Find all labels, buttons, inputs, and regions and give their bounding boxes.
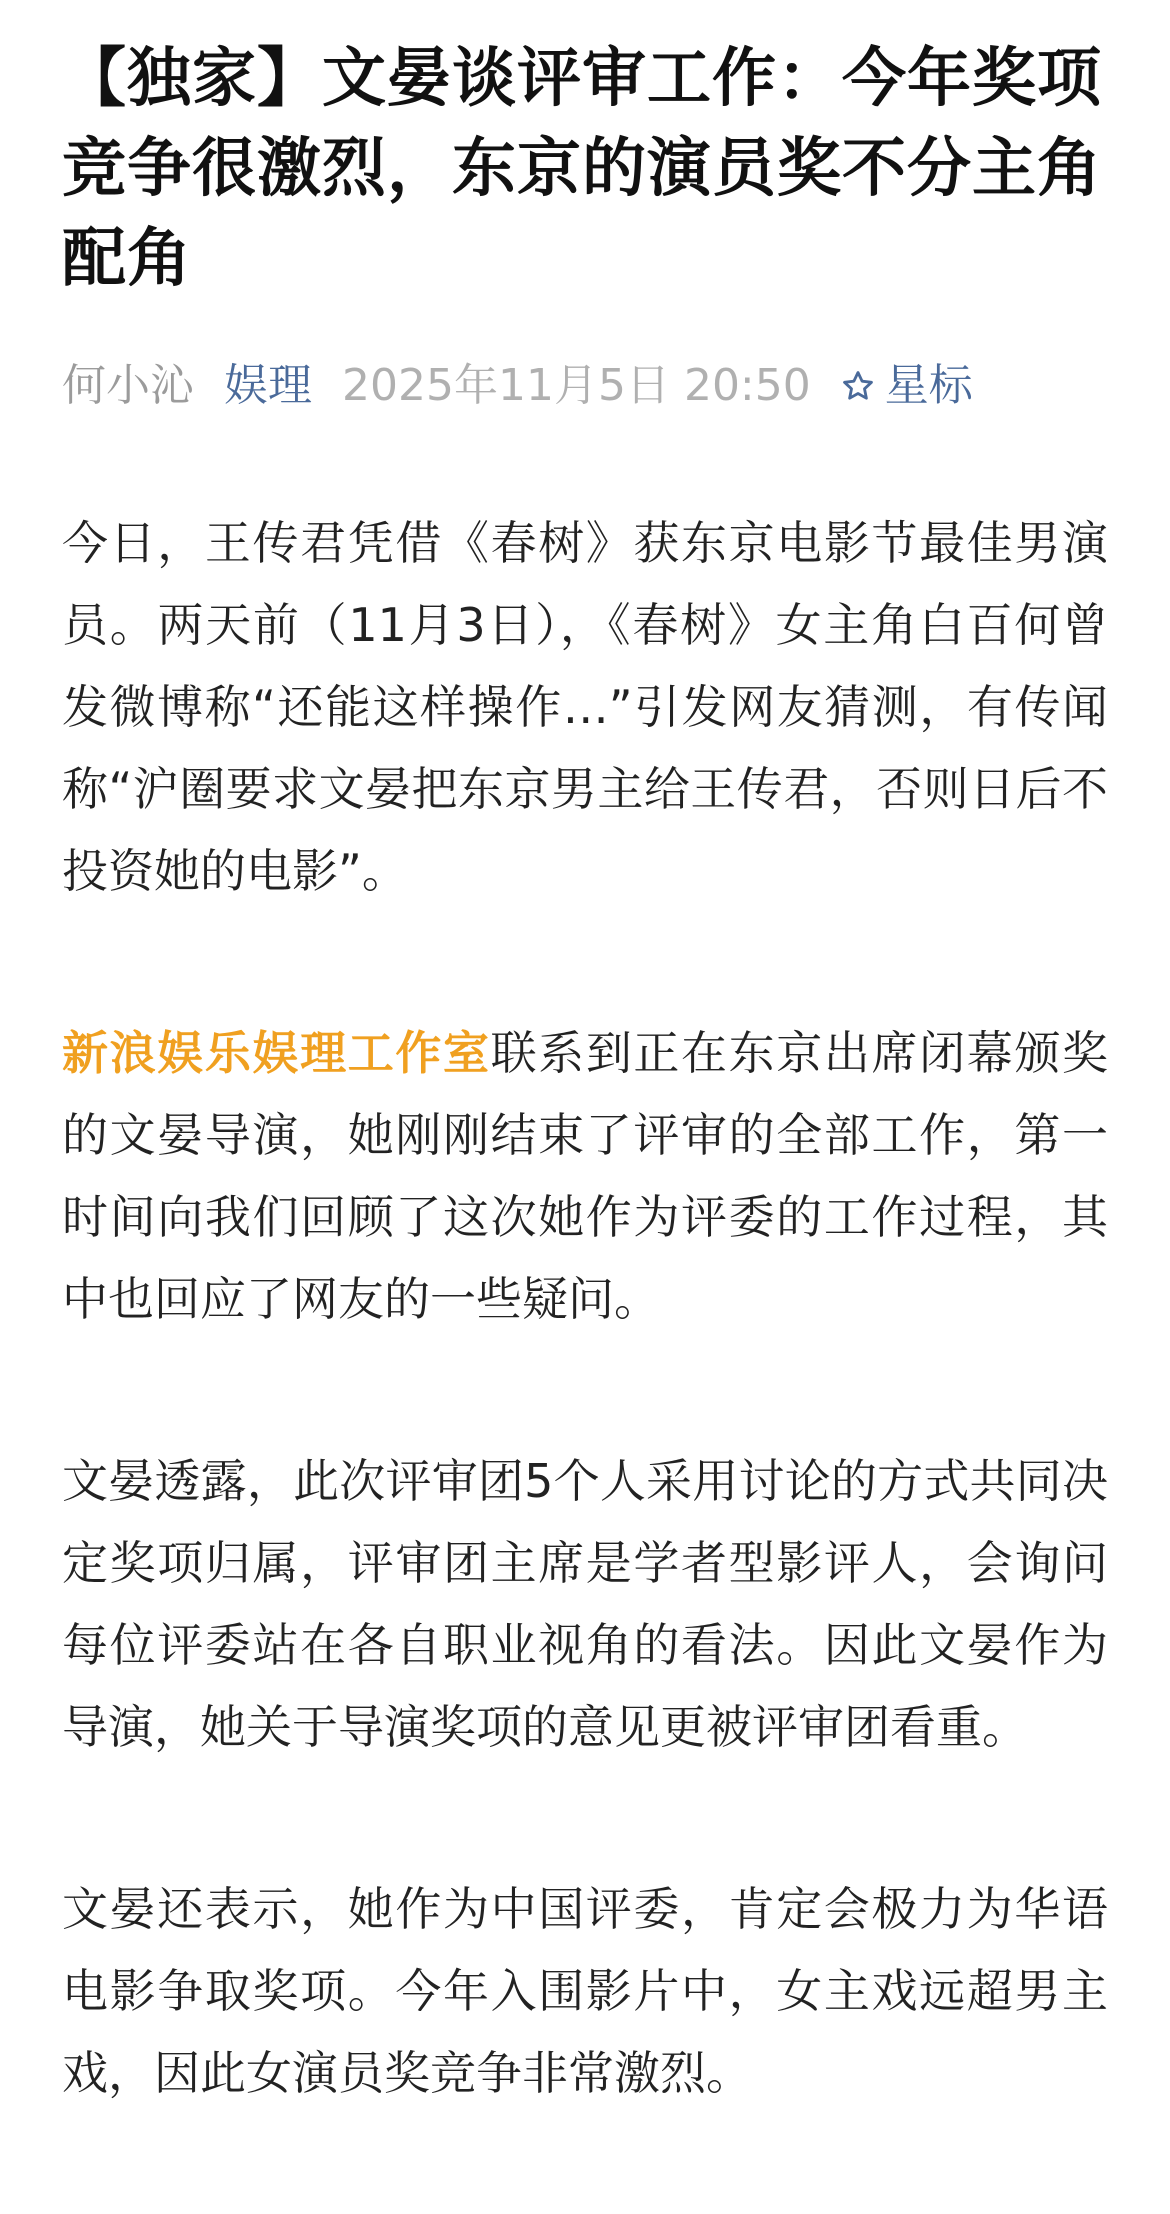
- author-name: 何小沁: [62, 360, 194, 411]
- paragraph-text: 文晏还表示，她作为中国评委，肯定会极力为华语电影争取奖项。今年入围影片中，女主戏远超男主戏，因此女演员奖竞争非常激烈。: [62, 1882, 1108, 2100]
- star-label: 星标: [884, 360, 973, 411]
- paragraph-text: 文晏透露，此次评审团5个人采用讨论的方式共同决定奖项归属，评审团主席是学者型影评人，会询问每位评委站在各自职业视角的看法。因此文晏作为导演，她关于导演奖项的意见更被评审团看重。: [62, 1454, 1108, 1754]
- star-button[interactable]: [841, 356, 973, 416]
- paragraph-4: [62, 1868, 1108, 2114]
- account-link[interactable]: 娱理: [224, 360, 312, 411]
- paragraph-2: [62, 1012, 1108, 1340]
- article-body: [62, 502, 1108, 2114]
- article-title: 【独家】文晏谈评审工作：今年奖项竞争很激烈，东京的演员奖不分主角配角: [62, 42, 1102, 296]
- star-outline-icon: [841, 369, 875, 403]
- paragraph-text: 今日，王传君凭借《春树》获东京电影节最佳男演员。两天前（11月3日），《春树》女主角白百何曾发微博称“还能这样操作…”引发网友猜测，有传闻称“沪圈要求文晏把东京男主给王传君，否则日后不投资她的电影”。: [62, 516, 1108, 898]
- paragraph-text: 联系到正在东京出席闭幕颁奖的文晏导演，她刚刚结束了评审的全部工作，第一时间向我们回顾了这次她作为评委的工作过程，其中也回应了网友的一些疑问。: [62, 1026, 1109, 1326]
- article-meta: [62, 356, 1108, 416]
- paragraph-1: [62, 502, 1108, 912]
- paragraph-3: [62, 1440, 1108, 1768]
- highlight-studio-name: 新浪娱乐娱理工作室: [62, 1026, 491, 1080]
- publish-date: 2025年11月5日 20:50: [342, 360, 811, 411]
